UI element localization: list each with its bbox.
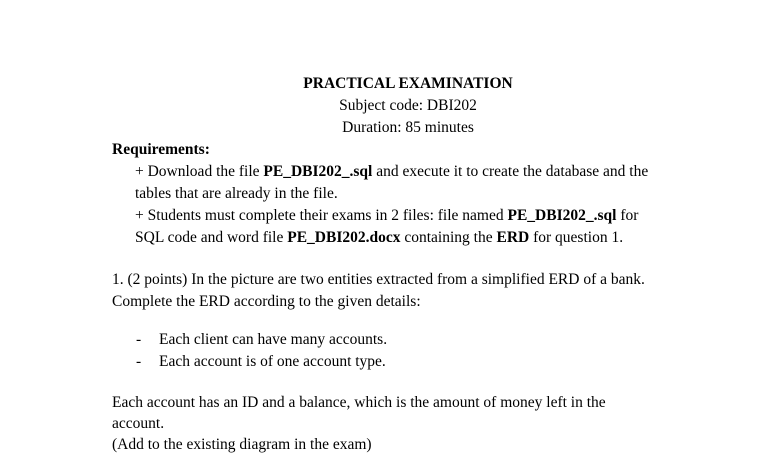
subject-code: Subject code: DBI202 [339, 97, 477, 114]
question-1-line-1: 1. (2 points) In the picture are two entities extracted from a simplified ERD of a bank. [112, 271, 645, 288]
requirement-2-cont-pre: SQL code and word file [135, 229, 288, 246]
requirement-item-2 [135, 206, 638, 226]
requirement-2-text-post: for [616, 207, 639, 224]
requirement-2-docx-filename: PE_DBI202.docx [287, 229, 401, 246]
bullet-dash: - [136, 331, 142, 348]
requirement-1-filename: PE_DBI202_.sql [263, 163, 373, 180]
requirement-2-continuation [135, 228, 623, 248]
requirement-2-cont-mid: containing the [400, 229, 497, 246]
question-1-line-2: Complete the ERD according to the given details: [112, 293, 421, 310]
bullet-item-1: Each client can have many accounts. [159, 331, 388, 348]
requirement-1-text-pre: + Download the file [135, 163, 264, 180]
paragraph-line-2: account. [112, 415, 165, 432]
requirement-2-erd: ERD [496, 229, 530, 246]
paragraph-line-1: Each account has an ID and a balance, which is the amount of money left in the [112, 394, 606, 411]
duration: Duration: 85 minutes [342, 119, 474, 136]
requirement-2-cont-post: for question 1. [529, 229, 624, 246]
bullet-dash: - [136, 353, 142, 370]
requirement-2-text-pre: + Students must complete their exams in 2 files: file named [135, 207, 508, 224]
requirements-heading: Requirements: [112, 141, 210, 158]
requirement-1-text-post: and execute it to create the database and the [372, 163, 649, 180]
requirement-2-filename: PE_DBI202_.sql [507, 207, 617, 224]
requirement-item-1 [135, 162, 648, 182]
requirement-1-continuation: tables that are already in the file. [135, 185, 338, 202]
bullet-item-2: Each account is of one account type. [159, 353, 386, 370]
exam-title: PRACTICAL EXAMINATION [303, 75, 513, 92]
paragraph-line-3: (Add to the existing diagram in the exam) [112, 436, 372, 453]
